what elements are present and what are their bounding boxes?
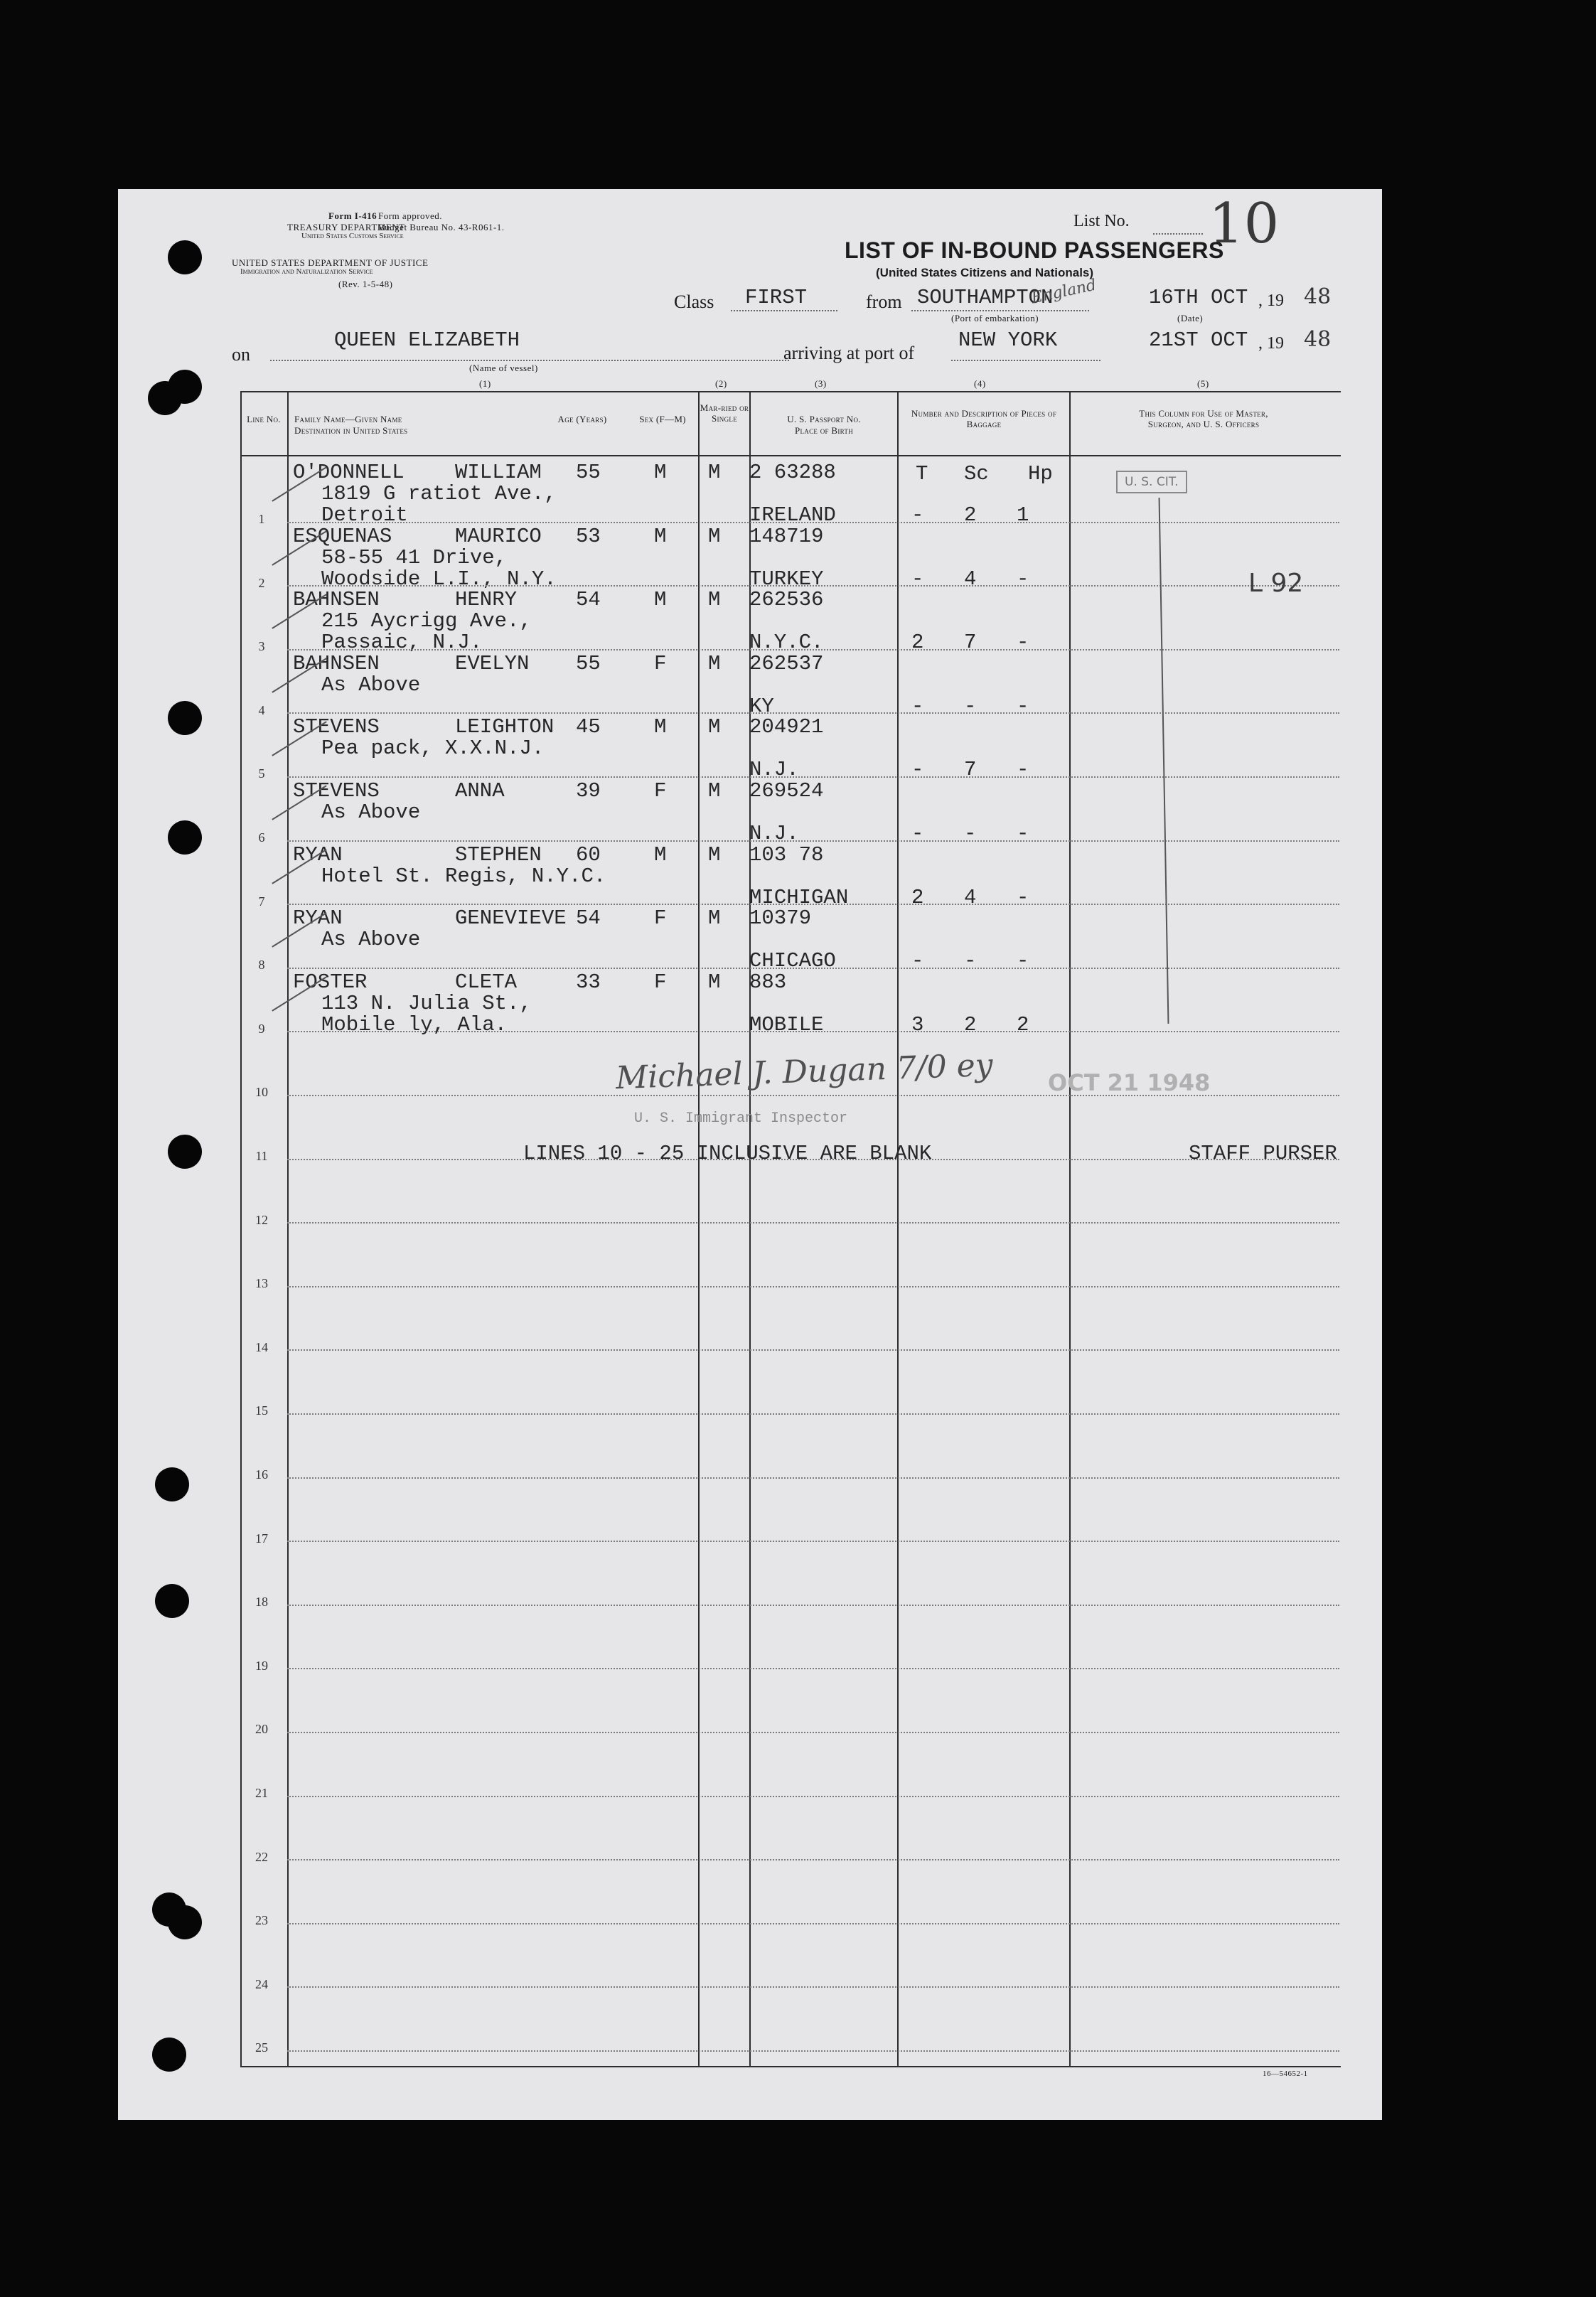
destination-line-2: Mobile ly, Ala. — [321, 1012, 508, 1037]
baggage-handpieces: - — [1017, 631, 1029, 655]
sex: F — [654, 970, 667, 994]
baggage-trunks: 3 — [911, 1012, 924, 1037]
line-number: 12 — [255, 1212, 268, 1227]
vessel-name: QUEEN ELIZABETH — [334, 328, 520, 352]
destination-line-1: Hotel St. Regis, N.Y.C. — [321, 864, 606, 888]
form-approved: Form approved. — [378, 210, 443, 221]
destination-line-2: Detroit — [321, 503, 408, 527]
destination-line-2: Passaic, N.J. — [321, 631, 483, 655]
column-number: (5) — [1197, 378, 1209, 389]
marital-status: M — [708, 651, 721, 675]
line-number: 5 — [258, 766, 265, 781]
line-number: 8 — [258, 958, 265, 973]
baggage-handpieces: - — [1017, 822, 1029, 845]
row-rule — [287, 1477, 1339, 1479]
place-of-birth: KY — [749, 694, 774, 718]
marital-status: M — [708, 842, 721, 867]
binder-hole — [168, 701, 202, 735]
family-name: ESQUENAS — [293, 524, 392, 548]
port-of-embarkation: SOUTHAMPTON — [917, 286, 1054, 309]
baggage-trunks: - — [911, 949, 924, 973]
header-passport: U. S. Passport No. — [787, 414, 861, 424]
baggage-suitcases: 4 — [964, 567, 977, 591]
line-number: 11 — [255, 1149, 268, 1163]
line-number: 20 — [255, 1722, 268, 1737]
marital-status: M — [708, 906, 721, 931]
line-number: 6 — [258, 830, 265, 845]
line-number: 22 — [255, 1849, 268, 1864]
column-number: (1) — [479, 378, 491, 389]
line-number: 24 — [255, 1976, 268, 1991]
header-sex: Sex (F—M) — [639, 414, 686, 424]
header-line-no: Line No. — [247, 414, 281, 424]
row-rule — [287, 1732, 1339, 1734]
treasury-dept: TREASURY DEPARTMENT — [287, 222, 405, 232]
marital-status: M — [708, 588, 721, 612]
passport-number: 10379 — [749, 906, 812, 931]
baggage-suitcases: - — [964, 694, 977, 718]
baggage-trunks: - — [911, 694, 924, 718]
age: 55 — [576, 461, 601, 484]
destination-line-1: As Above — [321, 673, 421, 697]
inspector-signature: Michael J. Dugan 7/0 ey — [615, 1046, 994, 1097]
baggage-handpieces: - — [1017, 694, 1029, 718]
l-code: L 92 — [1248, 569, 1304, 598]
place-of-birth: N.Y.C. — [749, 631, 824, 655]
arrival-port: NEW YORK — [958, 328, 1058, 352]
age: 55 — [576, 651, 601, 675]
place-of-birth: TURKEY — [749, 567, 824, 591]
port-line — [911, 310, 1089, 311]
line-number: 14 — [255, 1339, 268, 1354]
given-name: CLETA — [455, 970, 518, 994]
page-title: LIST OF IN-BOUND PASSENGERS — [845, 237, 1224, 263]
header-baggage: Number and Description of Pieces of Baggage — [911, 408, 1057, 429]
line-number: 21 — [255, 1786, 268, 1800]
line-number: 16 — [255, 1467, 268, 1482]
destination-line-1: 58-55 41 Drive, — [321, 545, 508, 569]
departure-year: 48 — [1304, 284, 1332, 309]
sex: F — [654, 906, 667, 931]
line-number: 4 — [258, 702, 265, 717]
baggage-suitcases: - — [964, 949, 977, 973]
binder-hole — [168, 820, 202, 855]
departure-year-prefix: , 19 — [1258, 291, 1284, 310]
line-number: 10 — [255, 1085, 268, 1100]
date-stamp: OCT 21 1948 — [1048, 1069, 1211, 1096]
line-number: 15 — [255, 1403, 268, 1418]
row-rule — [287, 968, 1339, 970]
list-no-label: List No. — [1073, 212, 1130, 230]
row-rule — [287, 649, 1339, 651]
row-rule — [287, 840, 1339, 842]
place-of-birth: N.J. — [749, 822, 799, 845]
header-destination: Destination in United States — [294, 425, 408, 436]
family-name: RYAN — [293, 906, 343, 931]
vessel-line — [270, 360, 789, 361]
header-age: Age (Years) — [557, 414, 607, 424]
arriving-label: arriving at port of — [783, 343, 915, 363]
passport-number: 883 — [749, 970, 787, 994]
column-number: (2) — [715, 378, 727, 389]
given-name: GENEVIEVE — [455, 906, 567, 931]
page-subtitle: (United States Citizens and Nationals) — [876, 266, 1094, 279]
place-of-birth: IRELAND — [749, 503, 836, 527]
passport-number: 269524 — [749, 779, 824, 803]
age: 54 — [576, 906, 601, 931]
given-name: ANNA — [455, 779, 505, 803]
line-number: 25 — [255, 2040, 268, 2055]
destination-line-1: 1819 G ratiot Ave., — [321, 482, 557, 505]
marital-status: M — [708, 970, 721, 994]
age: 39 — [576, 779, 601, 803]
baggage-trunks: - — [911, 567, 924, 591]
line-col-rule — [287, 391, 289, 2067]
place-of-birth: MICHIGAN — [749, 885, 849, 909]
line-number: 17 — [255, 1531, 268, 1546]
marital-status: M — [708, 524, 721, 548]
baggage-code: Hp — [1028, 462, 1053, 486]
line-number: 23 — [255, 1913, 268, 1928]
class-label: Class — [674, 291, 714, 312]
age: 54 — [576, 588, 601, 612]
binder-hole — [168, 1905, 202, 1939]
departure-date: 16TH OCT — [1149, 286, 1248, 309]
binder-hole — [155, 1467, 189, 1501]
header-name: Family Name—Given Name — [294, 414, 402, 424]
line-number: 18 — [255, 1595, 268, 1610]
column-number: (4) — [974, 378, 986, 389]
us-citizen-stamp: U. S. CIT. — [1116, 471, 1187, 493]
binder-hole — [168, 1135, 202, 1169]
revision: (Rev. 1-5-48) — [338, 279, 393, 289]
sex: M — [654, 842, 667, 867]
passport-number: 262536 — [749, 588, 824, 612]
passport-number: 2 63288 — [749, 461, 836, 484]
given-name: EVELYN — [455, 651, 530, 675]
sex: M — [654, 588, 667, 612]
family-name: BAHNSEN — [293, 588, 380, 612]
family-name: STEVENS — [293, 779, 380, 803]
class-value: FIRST — [745, 286, 808, 309]
baggage-trunks: 2 — [911, 885, 924, 909]
staff-purser: STAFF PURSER — [1189, 1142, 1337, 1165]
baggage-suitcases: 2 — [964, 1012, 977, 1037]
row-rule — [287, 904, 1339, 906]
line-number: 13 — [255, 1276, 268, 1291]
destination-line-1: Pea pack, X.X.N.J. — [321, 737, 545, 761]
row-rule — [287, 712, 1339, 714]
binder-hole — [152, 2038, 186, 2072]
sex: F — [654, 651, 667, 675]
from-label: from — [866, 291, 902, 312]
row-rule — [287, 1986, 1339, 1988]
family-name: RYAN — [293, 842, 343, 867]
arrival-year-prefix: , 19 — [1258, 334, 1284, 353]
family-name: STEVENS — [293, 715, 380, 739]
header-officers: This Column for Use of Master, Surgeon, and U. S. Officers — [1139, 408, 1268, 429]
line-number: 1 — [258, 512, 265, 526]
row-rule — [287, 1349, 1339, 1351]
sex-col-rule — [698, 391, 700, 2067]
row-rule — [287, 585, 1339, 587]
marital-status: M — [708, 779, 721, 803]
header-married: Mar-ried or Single — [700, 402, 749, 424]
destination-line-1: As Above — [321, 928, 421, 952]
row-rule — [287, 1605, 1339, 1607]
blank-lines-note: LINES 10 - 25 INCLUSIVE ARE BLANK — [523, 1142, 932, 1165]
baggage-suitcases: 7 — [964, 631, 977, 655]
family-name: FOSTER — [293, 970, 368, 994]
baggage-trunks: 2 — [911, 631, 924, 655]
row-rule — [287, 1541, 1339, 1543]
row-rule — [287, 1031, 1339, 1033]
row-rule — [287, 522, 1339, 524]
justice-dept: UNITED STATES DEPARTMENT OF JUSTICE — [232, 257, 429, 268]
marital-status: M — [708, 461, 721, 484]
age: 60 — [576, 842, 601, 867]
given-name: WILLIAM — [455, 461, 542, 484]
given-name: LEIGHTON — [455, 715, 555, 739]
given-name: STEPHEN — [455, 842, 542, 867]
row-rule — [287, 1413, 1339, 1415]
baggage-handpieces: - — [1017, 949, 1029, 973]
list-number: 10 — [1209, 192, 1280, 256]
list-no-line — [1153, 233, 1203, 235]
destination-line-1: As Above — [321, 801, 421, 824]
family-name: O'DONNELL — [293, 461, 405, 484]
arrival-port-line — [951, 360, 1100, 361]
given-name: MAURICO — [455, 524, 542, 548]
row-rule — [287, 2050, 1339, 2052]
marital-status: M — [708, 715, 721, 739]
baggage-suitcases: 2 — [964, 503, 977, 527]
budget-bureau: Budget Bureau No. 43-R061-1. — [378, 222, 505, 232]
baggage-code: T — [916, 462, 928, 486]
arrival-year: 48 — [1304, 327, 1332, 352]
customs-service: United States Customs Service — [301, 232, 404, 240]
passport-col-rule — [897, 391, 899, 2067]
age: 45 — [576, 715, 601, 739]
baggage-code: Sc — [964, 462, 989, 486]
sex: M — [654, 715, 667, 739]
baggage-suitcases: 4 — [964, 885, 977, 909]
line-number: 9 — [258, 1021, 265, 1036]
row-rule — [287, 1286, 1339, 1288]
column-number: (3) — [815, 378, 827, 389]
sex: M — [654, 524, 667, 548]
sex: M — [654, 461, 667, 484]
baggage-handpieces: - — [1017, 567, 1029, 591]
age: 53 — [576, 524, 601, 548]
sex: F — [654, 779, 667, 803]
table-top-rule — [240, 391, 1341, 392]
baggage-col-rule — [1069, 391, 1071, 2067]
destination-line-1: 215 Aycrigg Ave., — [321, 609, 532, 633]
port-caption: (Port of embarkation) — [951, 313, 1039, 323]
binder-hole — [155, 1584, 189, 1618]
baggage-suitcases: 7 — [964, 758, 977, 782]
embarkation-annotation: England — [1029, 276, 1098, 308]
place-of-birth: N.J. — [749, 758, 799, 782]
form-number: Form I-416 — [328, 210, 377, 221]
destination-line-1: 113 N. Julia St., — [321, 991, 532, 1015]
baggage-handpieces: - — [1017, 758, 1029, 782]
class-line — [731, 310, 837, 311]
row-rule — [287, 1796, 1339, 1798]
passport-number: 262537 — [749, 651, 824, 675]
on-label: on — [232, 344, 250, 365]
age: 33 — [576, 970, 601, 994]
binder-hole — [168, 370, 202, 404]
table-bottom-rule — [240, 2066, 1341, 2067]
line-number: 7 — [258, 894, 265, 909]
binder-hole — [168, 240, 202, 274]
destination-line-2: Woodside L.I., N.Y. — [321, 567, 557, 591]
place-of-birth: CHICAGO — [749, 949, 836, 973]
baggage-handpieces: 1 — [1017, 503, 1029, 527]
vessel-caption: (Name of vessel) — [469, 363, 538, 373]
form-footer-code: 16—54652-1 — [1263, 2070, 1308, 2078]
baggage-trunks: - — [911, 822, 924, 845]
place-of-birth: MOBILE — [749, 1012, 824, 1037]
passport-number: 148719 — [749, 524, 824, 548]
baggage-suitcases: - — [964, 822, 977, 845]
baggage-handpieces: 2 — [1017, 1012, 1029, 1037]
header-birth: Place of Birth — [794, 425, 854, 436]
passport-number: 103 78 — [749, 842, 824, 867]
arrival-date: 21ST OCT — [1149, 328, 1248, 352]
family-name: BAHNSEN — [293, 651, 380, 675]
row-rule — [287, 1222, 1339, 1224]
ins-service: Immigration and Naturalization Service — [240, 267, 373, 276]
row-rule — [287, 1923, 1339, 1925]
header-rule — [240, 455, 1341, 456]
baggage-trunks: - — [911, 503, 924, 527]
line-number: 3 — [258, 639, 265, 654]
row-rule — [287, 776, 1339, 778]
given-name: HENRY — [455, 588, 518, 612]
row-rule — [287, 1859, 1339, 1861]
passport-number: 204921 — [749, 715, 824, 739]
line-number: 2 — [258, 575, 265, 590]
baggage-handpieces: - — [1017, 885, 1029, 909]
baggage-trunks: - — [911, 758, 924, 782]
date-caption: (Date) — [1177, 313, 1204, 323]
line-number: 19 — [255, 1658, 268, 1673]
inspector-caption: U. S. Immigrant Inspector — [634, 1110, 848, 1127]
row-rule — [287, 1668, 1339, 1670]
